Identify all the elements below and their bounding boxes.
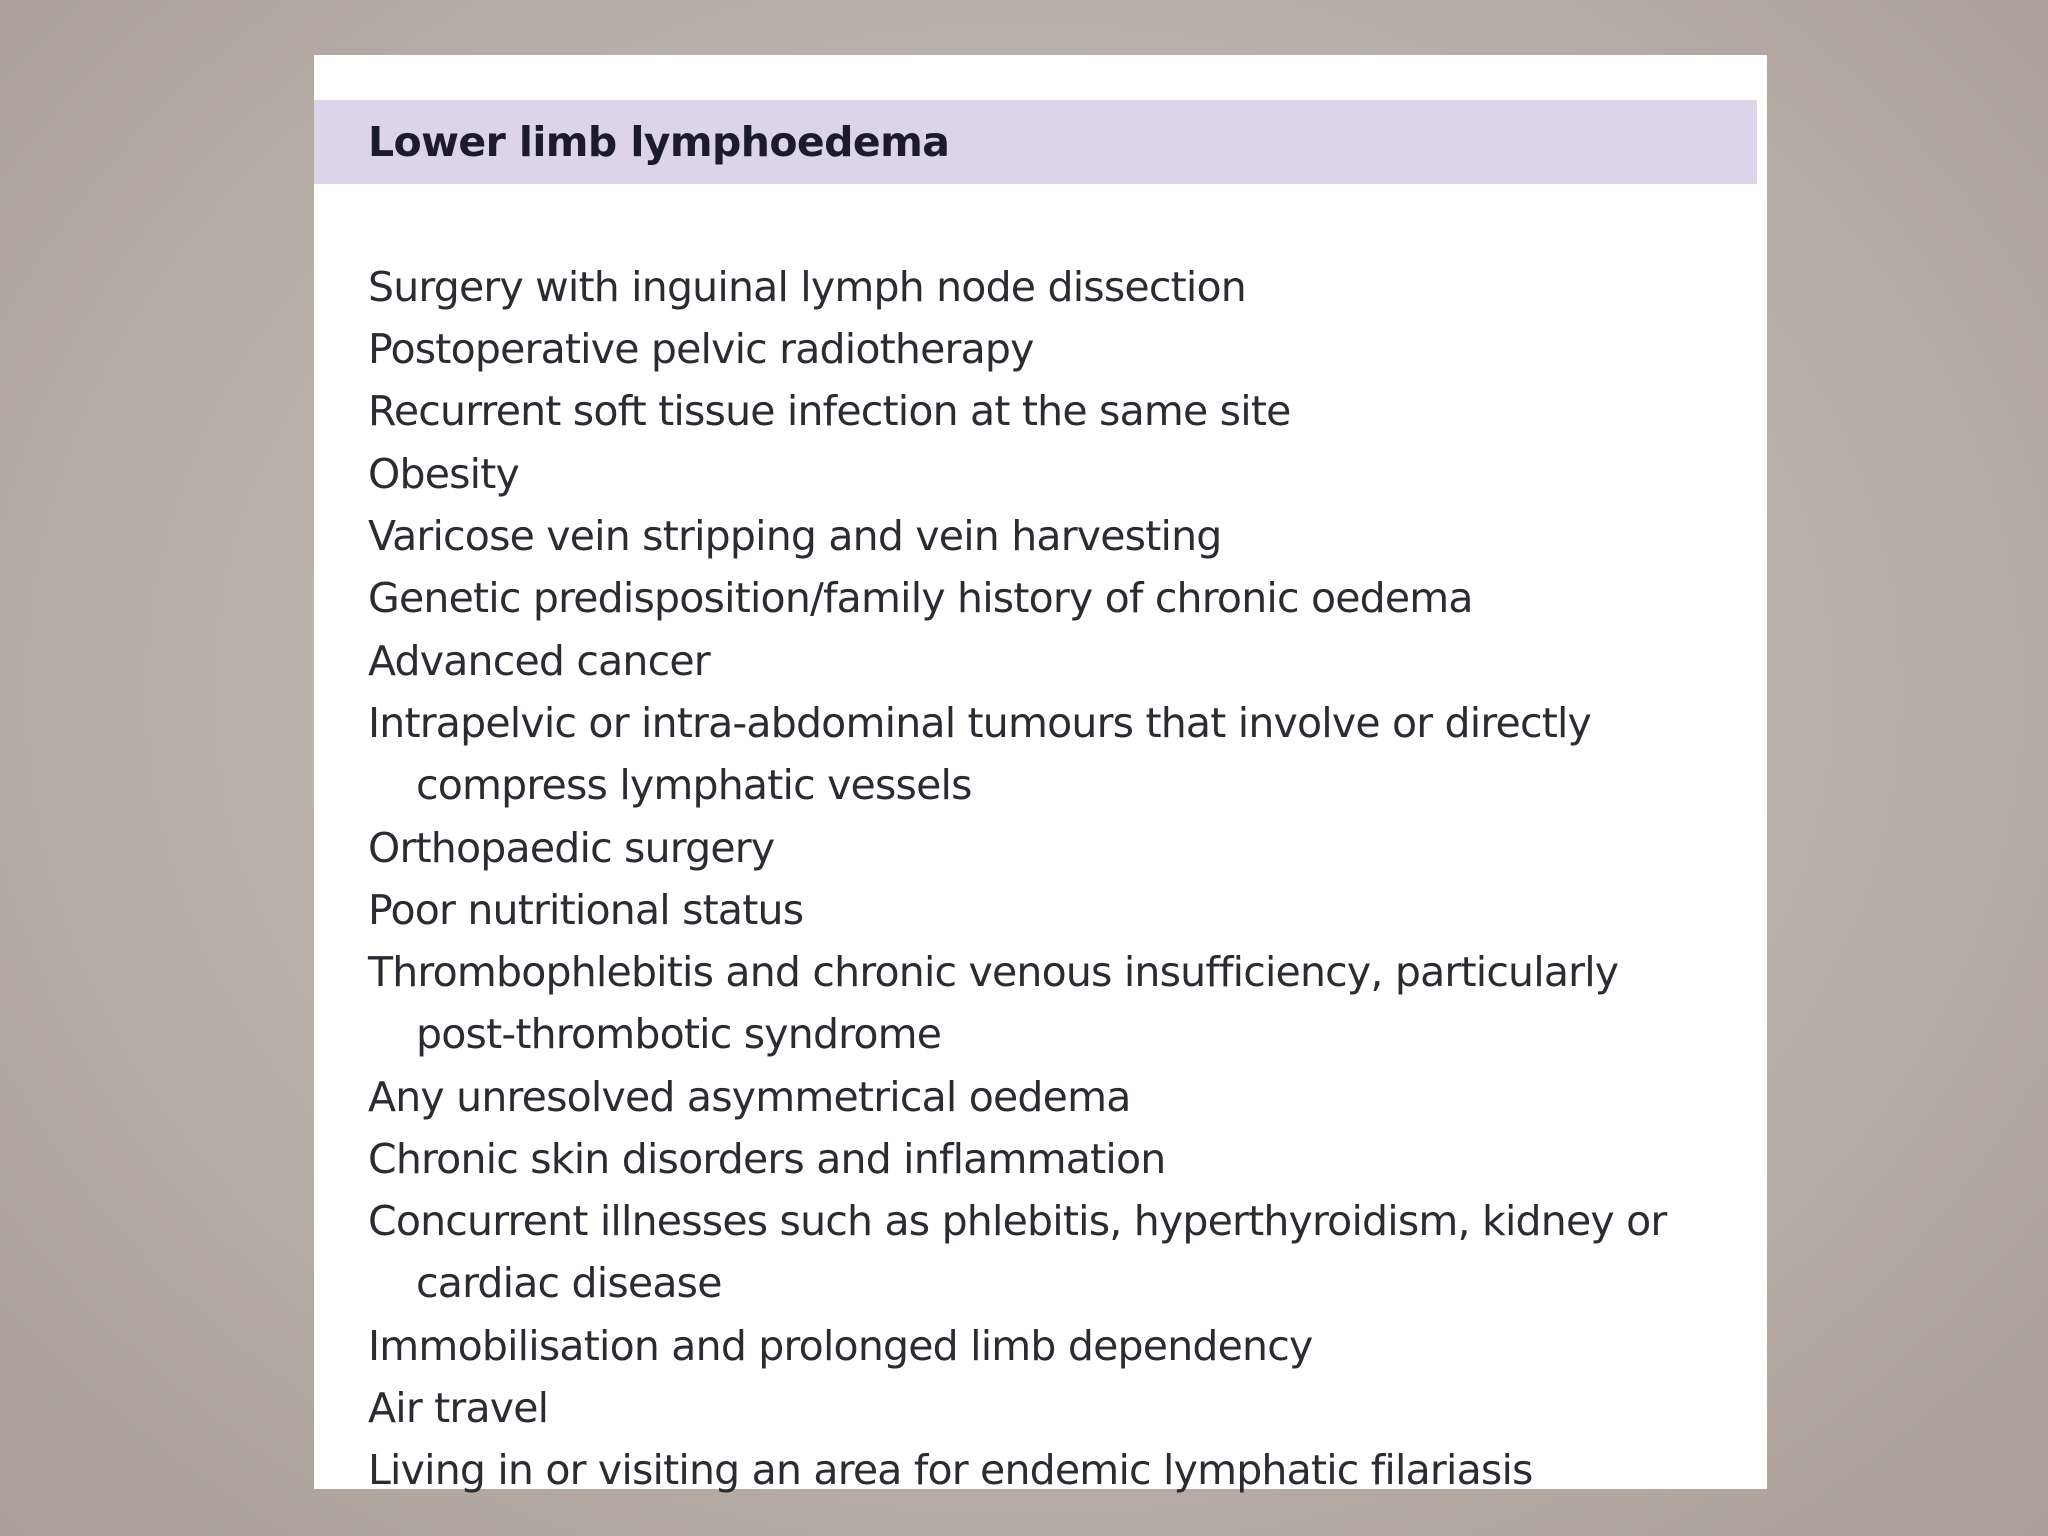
list-item	[368, 1190, 1666, 1314]
list-item-continuation: cardiac disease	[416, 1259, 722, 1307]
list-item	[368, 1315, 1312, 1377]
list-item	[368, 630, 710, 692]
list-item	[368, 817, 774, 879]
list-item-continuation: compress lymphatic vessels	[416, 761, 972, 809]
list-item	[368, 443, 519, 505]
list-item	[368, 318, 1034, 380]
list-item	[368, 380, 1291, 442]
list-item-text: Thrombophlebitis and chronic venous insufficiency, particularly	[368, 948, 1619, 996]
risk-factor-table	[314, 55, 1767, 1494]
list-item-text: Orthopaedic surgery	[368, 824, 775, 872]
list-item-text: Genetic predisposition/family history of chronic oedema	[368, 574, 1473, 622]
list-item	[368, 1066, 1131, 1128]
list-item	[368, 1377, 548, 1439]
list-item-text: Poor nutritional status	[368, 886, 804, 934]
list-item-continuation: post-thrombotic syndrome	[416, 1010, 942, 1058]
table-header	[314, 100, 1757, 184]
list-item-text: Any unresolved asymmetrical oedema	[368, 1073, 1131, 1121]
list-item-text: Chronic skin disorders and inflammation	[368, 1135, 1166, 1183]
list-item	[368, 256, 1246, 318]
list-item-text: Concurrent illnesses such as phlebitis, hyperthyroidism, kidney or	[368, 1197, 1667, 1245]
list-item-text: Air travel	[368, 1384, 549, 1432]
list-item-text: Recurrent soft tissue infection at the same site	[368, 387, 1291, 435]
list-item-text: Postoperative pelvic radiotherapy	[368, 325, 1034, 373]
list-item-text: Surgery with inguinal lymph node dissection	[368, 263, 1246, 311]
list-item-text: Living in or visiting an area for endemic lymphatic filariasis	[368, 1446, 1533, 1494]
list-item-text: Advanced cancer	[368, 637, 710, 685]
list-item-text: Intrapelvic or intra-abdominal tumours that involve or directly	[368, 699, 1592, 747]
list-item	[368, 692, 1591, 816]
list-item-text: Immobilisation and prolonged limb dependency	[368, 1322, 1313, 1370]
list-item	[368, 567, 1473, 629]
list-item	[368, 1439, 1533, 1501]
list-item	[368, 505, 1222, 567]
list-item	[368, 1128, 1165, 1190]
list-item	[368, 879, 803, 941]
list-item-text: Varicose vein stripping and vein harvesting	[368, 512, 1222, 560]
list-item	[368, 941, 1618, 1065]
list-item-text: Obesity	[368, 450, 520, 498]
table-title: Lower limb lymphoedema	[368, 118, 950, 166]
